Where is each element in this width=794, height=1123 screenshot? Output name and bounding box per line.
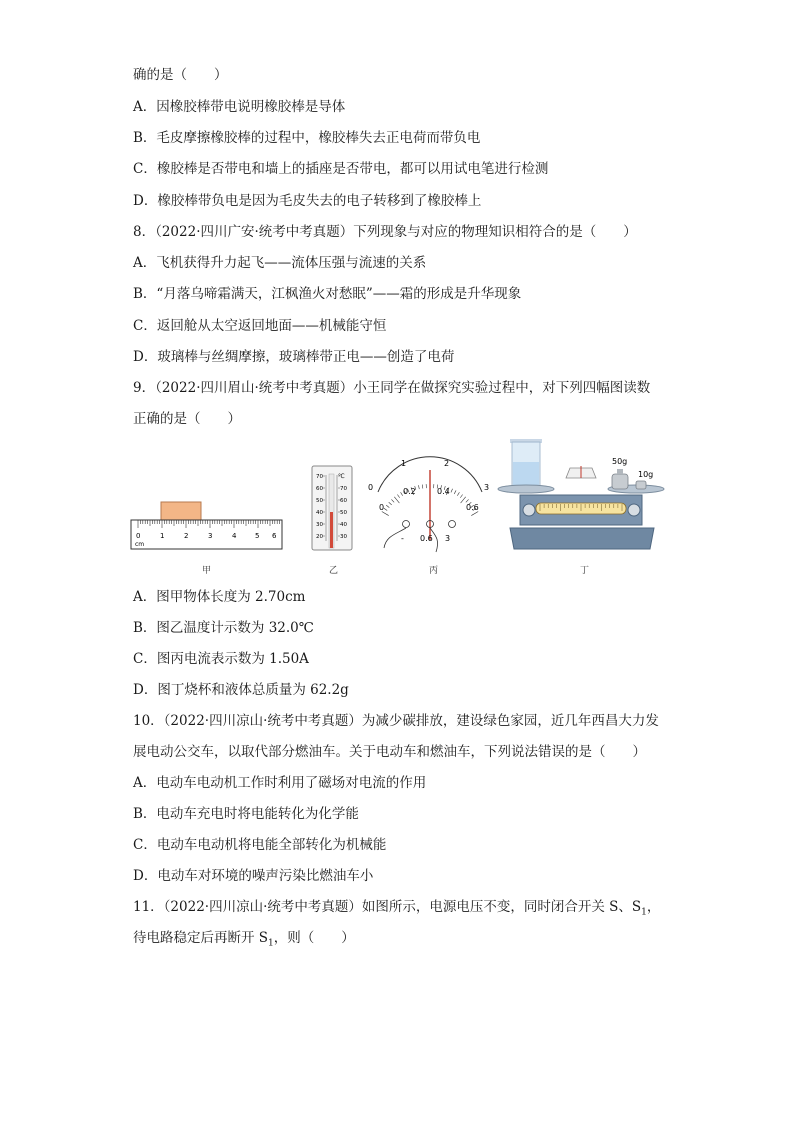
q10-option-d[interactable]: D．电动车对环境的噪声污染比燃油车小 bbox=[133, 868, 374, 884]
ammeter-top-1: 1 bbox=[401, 459, 407, 468]
q10-option-a[interactable]: A．电动车电动机工作时利用了磁场对电流的作用 bbox=[133, 775, 427, 791]
q8-option-c[interactable]: C．返回舱从太空返回地面——机械能守恒 bbox=[133, 318, 387, 334]
q8-option-a[interactable]: A．飞机获得升力起飞——流体压强与流速的关系 bbox=[133, 255, 427, 271]
q11-line1-sub: 1 bbox=[641, 907, 647, 918]
ruler-label-6: 6 bbox=[272, 532, 277, 540]
ammeter-figure bbox=[368, 457, 489, 552]
ammeter-bottom-06: 0.6 bbox=[466, 503, 479, 512]
q10-stem-line1: 10．（2022·四川凉山·统考中考真题）为减少碳排放，建设绿色家园，近几年西昌大力发 bbox=[133, 713, 659, 729]
ammeter-bottom-04: 0.4 bbox=[437, 487, 450, 496]
thermo-left-40: 40 bbox=[316, 510, 323, 516]
thermo-left-30: 30 bbox=[316, 522, 323, 528]
ruler-label-0: 0 bbox=[136, 532, 141, 540]
thermo-right-60: 60 bbox=[340, 498, 347, 504]
thermometer-figure bbox=[312, 466, 352, 550]
q7-option-b[interactable]: B．毛皮摩擦橡胶棒的过程中，橡胶棒失去正电荷而带负电 bbox=[133, 130, 481, 146]
weight-50g bbox=[612, 474, 628, 489]
thermo-right-50: 50 bbox=[340, 510, 347, 516]
q9-option-d[interactable]: D．图丁烧杯和液体总质量为 62.2g bbox=[133, 682, 349, 698]
beaker-liquid bbox=[513, 462, 539, 487]
ammeter-tick bbox=[384, 508, 387, 510]
ammeter-tick bbox=[454, 490, 456, 494]
ammeter-tick bbox=[389, 502, 392, 505]
q10-option-b[interactable]: B．电动车充电时将电能转化为化学能 bbox=[133, 806, 359, 822]
ammeter-tick bbox=[391, 499, 394, 502]
q8-option-d[interactable]: D．玻璃棒与丝绸摩擦，玻璃棒带正电——创造了电荷 bbox=[133, 349, 455, 365]
ammeter-tick bbox=[460, 494, 462, 497]
ammeter-bottom-02: 0.2 bbox=[403, 487, 416, 496]
thermo-left-20: 20 bbox=[316, 534, 323, 540]
ammeter-tick bbox=[382, 511, 389, 515]
q10-stem-line2: 展电动公交车，以取代部分燃油车。关于电动车和燃油车，下列说法错误的是（ ） bbox=[133, 744, 646, 760]
ammeter-bottom-0: 0 bbox=[379, 503, 385, 512]
ruler-label-4: 4 bbox=[232, 532, 237, 540]
q11-stem-line2 bbox=[133, 929, 355, 953]
ruler-label-5: 5 bbox=[255, 532, 260, 540]
q9-stem-line1: 9．（2022·四川眉山·统考中考真题）小王同学在做探究实验过程中，对下列四幅图读数 bbox=[133, 380, 651, 396]
ruler-label-3: 3 bbox=[208, 532, 213, 540]
ruler-unit: cm bbox=[135, 541, 145, 548]
q7-stem-tail: 确的是（ ） bbox=[133, 67, 228, 83]
caption-jia: 甲 bbox=[202, 566, 212, 576]
q7-option-a[interactable]: A．因橡胶棒带电说明橡胶棒是导体 bbox=[133, 99, 346, 115]
measured-block bbox=[161, 502, 201, 520]
thermo-right-40: 40 bbox=[340, 522, 347, 528]
q11-line2-sub: 1 bbox=[268, 938, 274, 949]
ammeter-terminal-3: 3 bbox=[445, 534, 451, 543]
q11-line1-text-a: 11．（2022·四川凉山·统考中考真题）如图所示，电源电压不变，同时闭合开关 S、S bbox=[133, 899, 642, 915]
ammeter-top-3: 3 bbox=[484, 483, 490, 492]
q9-stem-line2: 正确的是（ ） bbox=[133, 411, 241, 427]
thermo-unit: ℃ bbox=[338, 473, 345, 480]
weight-label-50g: 50g bbox=[612, 457, 628, 466]
thermo-right-70: 70 bbox=[340, 486, 347, 492]
ammeter-top-0: 0 bbox=[368, 483, 374, 492]
caption-yi: 乙 bbox=[329, 566, 339, 576]
ammeter-tick bbox=[471, 511, 478, 515]
thermo-left-60: 60 bbox=[316, 486, 323, 492]
caption-bing: 丙 bbox=[429, 566, 439, 576]
weight-10g bbox=[636, 481, 646, 489]
ammeter-tick bbox=[457, 492, 459, 495]
ammeter-terminal-minus: - bbox=[401, 534, 404, 543]
q11-line2-text-b: ，则（ ） bbox=[273, 930, 355, 946]
ruler-label-2: 2 bbox=[184, 532, 189, 540]
ruler-figure bbox=[131, 502, 282, 549]
ammeter-terminal-06: 0.6 bbox=[420, 534, 433, 543]
ammeter-tick bbox=[418, 485, 419, 489]
thermo-left-50: 50 bbox=[316, 498, 323, 504]
ammeter-tick bbox=[386, 505, 389, 507]
q7-option-c[interactable]: C．橡胶棒是否带电和墙上的插座是否带电，都可以用试电笔进行检测 bbox=[133, 161, 549, 177]
thermometer-liquid bbox=[330, 512, 333, 548]
balance-figure bbox=[498, 439, 664, 549]
ammeter-tick bbox=[451, 489, 453, 493]
q8-option-b[interactable]: B．“月落乌啼霜满天，江枫渔火对愁眠”——霜的形成是升华现象 bbox=[133, 286, 522, 302]
q9-option-c[interactable]: C．图丙电流表示数为 1.50A bbox=[133, 651, 309, 667]
weight-label-10g: 10g bbox=[638, 470, 654, 479]
q11-line1-text-b: ， bbox=[646, 899, 661, 915]
q9-option-a[interactable]: A．图甲物体长度为 2.70cm bbox=[133, 589, 306, 605]
q11-stem-line1 bbox=[133, 898, 660, 922]
caption-ding: 丁 bbox=[580, 566, 590, 576]
ammeter-tick bbox=[461, 497, 466, 503]
q10-option-c[interactable]: C．电动车电动机将电能全部转化为机械能 bbox=[133, 837, 387, 853]
q8-stem: 8．（2022·四川广安·统考中考真题）下列现象与对应的物理知识相符合的是（ ） bbox=[133, 224, 637, 240]
ammeter-tick bbox=[394, 497, 399, 503]
ammeter-tick bbox=[397, 494, 399, 497]
ammeter-top-2: 2 bbox=[444, 459, 450, 468]
ruler-label-1: 1 bbox=[160, 532, 165, 540]
ammeter-tick bbox=[422, 485, 423, 489]
q7-option-d[interactable]: D．橡胶棒带负电是因为毛皮失去的电子转移到了橡胶棒上 bbox=[133, 193, 482, 209]
q9-option-b[interactable]: B．图乙温度计示数为 32.0℃ bbox=[133, 620, 314, 636]
thermo-right-30: 30 bbox=[340, 534, 347, 540]
q11-line2-text-a: 待电路稳定后再断开 S bbox=[133, 930, 269, 946]
thermo-left-70: 70 bbox=[316, 474, 323, 480]
ammeter-tick bbox=[466, 499, 469, 502]
